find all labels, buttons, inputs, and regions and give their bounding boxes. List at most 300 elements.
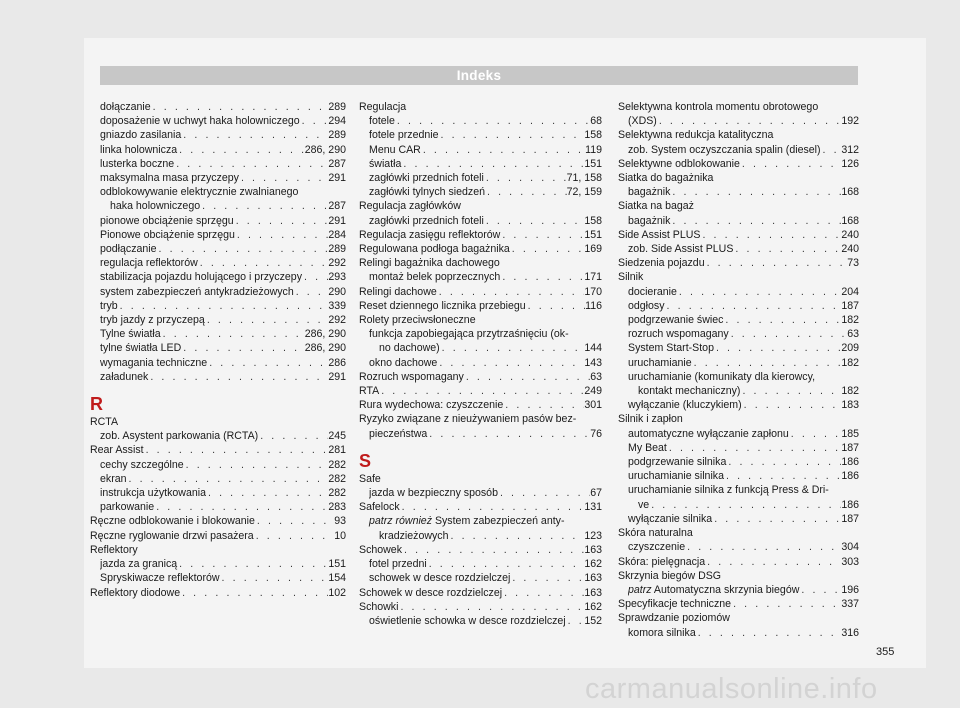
index-heading-text: uruchamianie (komunikaty dla kierowcy,: [628, 370, 816, 383]
index-entry-text: podłączanie: [100, 243, 157, 256]
index-entry: [618, 512, 859, 526]
index-page-ref: 151: [584, 228, 602, 241]
index-page-ref: 131: [584, 501, 602, 514]
index-entry-text: zagłówki tylnych siedzeń: [369, 186, 485, 199]
index-page-ref: 289: [328, 101, 346, 113]
index-page-ref: 286: [328, 356, 346, 369]
index-heading: [359, 199, 602, 213]
index-entry: [618, 597, 859, 611]
index-entry-text: Specyfikacje techniczne: [618, 598, 732, 611]
dot-leader: [151, 100, 329, 114]
index-page-ref: 158: [584, 214, 602, 227]
index-page-ref: 286, 290: [304, 143, 346, 156]
index-heading-text: Selektywna redukcja katalityczna: [618, 129, 774, 142]
index-entry-text: zagłówki przednich foteli: [369, 172, 484, 185]
index-page-ref: 282: [328, 487, 346, 500]
index-entry-text: zagłówki przednich foteli: [369, 214, 484, 227]
index-page-ref: 73: [847, 257, 859, 270]
index-page-ref: 102: [328, 586, 346, 599]
index-page-ref: 304: [841, 541, 859, 554]
dot-leader: [234, 214, 329, 228]
index-entry: [90, 157, 346, 171]
index-entry-text: czyszczenie: [628, 541, 686, 554]
index-page-ref: 286, 290: [304, 328, 346, 341]
index-entry-text: Reset dziennego licznika przebiegu: [359, 299, 526, 312]
index-page-ref: 284: [328, 228, 346, 241]
index-heading: [90, 185, 346, 199]
index-entry: [90, 529, 346, 543]
index-entry: [90, 313, 346, 327]
index-page-ref: 144: [584, 342, 602, 355]
index-title: Indeks: [456, 68, 502, 83]
dot-leader: [510, 242, 585, 256]
index-entry: [359, 529, 602, 543]
index-page-ref: 183: [841, 399, 859, 412]
dot-leader: [255, 514, 334, 528]
index-entry-text: Spryskiwacze reflektorów: [100, 572, 220, 585]
index-page-ref: 158: [584, 129, 602, 142]
index-entry-text: jazda w bezpieczny sposób: [369, 487, 498, 500]
index-entry-text: uruchamianie: [628, 356, 692, 369]
index-entry: [90, 370, 346, 384]
index-entry-text: Regulowana podłoga bagażnika: [359, 243, 510, 256]
index-page-ref: 186: [841, 456, 859, 469]
index-heading-text: Siatka na bagaż: [618, 200, 694, 213]
index-entry-text: Schowek w desce rozdzielczej: [359, 586, 503, 599]
dot-leader: [258, 429, 328, 443]
index-heading-text: Skrzynia biegów DSG: [618, 569, 722, 582]
dot-leader: [127, 472, 329, 486]
index-entry: [90, 285, 346, 299]
index-heading: [618, 526, 859, 540]
index-entry: [90, 341, 346, 355]
dot-leader: [220, 571, 329, 585]
index-heading-text: Safe: [359, 472, 381, 485]
index-entry-text: wymagania techniczne: [100, 356, 208, 369]
dot-leader: [670, 214, 841, 228]
index-entry: [90, 356, 346, 370]
index-entry: [359, 586, 602, 600]
index-entry: [618, 441, 859, 455]
index-page-ref: 292: [328, 257, 346, 270]
index-page-ref: 171: [584, 271, 602, 284]
index-page-ref: 204: [841, 285, 859, 298]
index-entry: [359, 500, 602, 514]
index-entry-text: zob. System oczyszczania spalin (diesel): [628, 143, 821, 156]
dot-leader: [437, 356, 584, 370]
index-entry-text: gniazdo zasilania: [100, 129, 182, 142]
dot-leader: [181, 128, 328, 142]
index-entry: [618, 455, 859, 469]
index-heading: [90, 415, 346, 429]
index-heading-text: Ryzyko związane z nieużywaniem pasów bez-: [359, 413, 577, 426]
index-entry: [618, 157, 859, 171]
index-entry: [90, 242, 346, 256]
dot-leader: [484, 171, 567, 185]
index-page-ref: 192: [841, 115, 859, 128]
dot-leader: [427, 557, 585, 571]
index-column-2: [359, 100, 602, 628]
index-entry: [618, 228, 859, 242]
dot-leader: [439, 128, 585, 142]
index-entry-text: My Beat: [628, 441, 667, 454]
index-entry-text: bagażnik: [628, 214, 671, 227]
index-entry: [618, 214, 859, 228]
index-entry-text: oświetlenie schowka w desce rozdzielczej: [369, 614, 566, 627]
index-entry-text: no dachowe): [379, 342, 440, 355]
index-entry-text: Reflektory diodowe: [90, 586, 181, 599]
dot-leader: [464, 370, 590, 384]
dot-leader: [740, 384, 841, 398]
dot-leader: [789, 427, 842, 441]
index-page-ref: 170: [584, 285, 602, 298]
index-heading: [618, 483, 859, 497]
dot-leader: [144, 443, 329, 457]
index-entry: [90, 114, 346, 128]
index-entry-text: schowek w desce rozdzielczej: [369, 572, 511, 585]
index-entry-text: Rozruch wspomagany: [359, 370, 464, 383]
index-entry: [359, 299, 602, 313]
index-entry-text: [628, 583, 799, 597]
index-entry-text: okno dachowe: [369, 356, 438, 369]
dot-leader: [670, 185, 841, 199]
index-entry-text: wyłączanie (kluczykiem): [628, 399, 742, 412]
index-entry-text: wyłączanie silnika: [628, 512, 713, 525]
index-entry: [90, 327, 346, 341]
index-entry: [618, 626, 859, 640]
index-entry: [359, 427, 602, 441]
dot-leader: [665, 299, 842, 313]
dot-leader: [821, 143, 842, 157]
index-page-ref: 63: [847, 328, 859, 341]
index-entry: [90, 557, 346, 571]
index-entry: [359, 571, 602, 585]
index-heading-text: RCTA: [90, 416, 119, 429]
index-entry-text: System Start-Stop: [628, 342, 714, 355]
index-entry: [618, 540, 859, 554]
dot-leader: [696, 626, 842, 640]
index-page-ref: 283: [328, 501, 346, 514]
dot-leader: [148, 370, 328, 384]
index-entry-text: Siedzenia pojazdu: [618, 257, 705, 270]
index-entry: [90, 500, 346, 514]
index-entry-text: Ręczne ryglowanie drzwi pasażera: [90, 529, 254, 542]
index-heading: [618, 569, 859, 583]
dot-leader: [500, 270, 584, 284]
index-entry-text: system zabezpieczeń antykradzieżowych: [100, 285, 294, 298]
index-entry: [359, 214, 602, 228]
index-page-ref: 291: [328, 214, 346, 227]
dot-leader: [526, 299, 585, 313]
index-page-ref: 163: [584, 543, 602, 556]
index-page-ref: 68: [590, 115, 602, 128]
index-heading: [359, 472, 602, 486]
dot-leader: [437, 285, 585, 299]
index-entry: [90, 143, 346, 157]
index-page-ref: 286, 290: [304, 342, 346, 355]
dot-leader: [402, 543, 584, 557]
dot-leader: [705, 555, 841, 569]
index-entry-text: parkowanie: [100, 501, 155, 514]
index-page-ref: 119: [585, 143, 602, 156]
dot-leader: [235, 228, 328, 242]
index-page-ref: 289: [328, 129, 346, 142]
index-entry-text: RTA: [359, 385, 380, 398]
dot-leader: [200, 199, 328, 213]
index-entry-text: Schowek: [359, 543, 402, 556]
index-page-ref: 67: [590, 487, 602, 500]
index-entry-text: komora silnika: [628, 626, 696, 639]
dot-leader: [677, 285, 841, 299]
dot-leader: [398, 600, 584, 614]
index-page-ref: 281: [328, 444, 346, 457]
index-heading-text: Silnik: [618, 271, 644, 284]
index-page-ref: 240: [841, 228, 859, 241]
dot-leader: [740, 157, 841, 171]
index-heading-text: Regulacja zagłówków: [359, 200, 461, 213]
index-entry-text: Rura wydechowa: czyszczenie: [359, 399, 504, 412]
index-entry: [618, 427, 859, 441]
index-page-ref: 287: [328, 200, 346, 213]
index-entry-text: linka holownicza: [100, 143, 178, 156]
index-entry-text: fotele przednie: [369, 129, 439, 142]
index-entry-text: regulacja reflektorów: [100, 257, 198, 270]
index-heading-text: Silnik i zapłon: [618, 413, 683, 426]
dot-leader: [181, 341, 304, 355]
index-entry-text: kradzieżowych: [379, 529, 449, 542]
index-heading-text: uruchamianie silnika z funkcją Press & Dri-: [628, 484, 829, 497]
index-heading: [618, 611, 859, 625]
index-entry-text: fotel przedni: [369, 558, 427, 571]
dot-leader: [161, 327, 305, 341]
index-entry-text: Relingi dachowe: [359, 285, 437, 298]
dot-leader: [733, 242, 841, 256]
dot-leader: [726, 455, 841, 469]
index-heading-text: Selektywna kontrola momentu obrotowego: [618, 101, 819, 113]
index-entry: [618, 143, 859, 157]
index-entry-text: bagażnik: [628, 186, 671, 199]
index-entry-text: tylne światła LED: [100, 342, 182, 355]
index-heading-text: Sprawdzanie poziomów: [618, 612, 730, 625]
index-entry-text: Pionowe obciążenie sprzęgu: [100, 228, 235, 241]
index-heading-text: Siatka do bagażnika: [618, 172, 714, 185]
index-page-ref: 196: [841, 583, 859, 596]
dot-leader: [118, 299, 329, 313]
index-page-ref: 93: [334, 515, 346, 528]
index-page-ref: 162: [584, 558, 602, 571]
index-page-ref: 143: [584, 356, 602, 369]
index-entry: [618, 185, 859, 199]
index-page-ref: 168: [841, 186, 859, 199]
index-entry-text: Skóra: pielęgnacja: [618, 555, 706, 568]
index-entry: [359, 614, 602, 628]
watermark: carmanualsonline.info: [585, 673, 878, 705]
index-page-ref: 154: [328, 572, 346, 585]
index-entry: [359, 557, 602, 571]
dot-leader: [239, 171, 328, 185]
index-entry: [90, 199, 346, 213]
index-page-ref: 187: [841, 299, 859, 312]
dot-leader: [254, 529, 335, 543]
index-heading: [618, 199, 859, 213]
index-page-ref: 168: [841, 214, 859, 227]
dot-leader: [157, 242, 329, 256]
index-entry-text: fotele: [369, 115, 395, 128]
index-entry: [618, 242, 859, 256]
dot-leader: [206, 486, 328, 500]
index-section-letter: S: [359, 450, 372, 471]
index-heading: [618, 270, 859, 284]
index-entry: [90, 472, 346, 486]
index-entry-text: cechy szczególne: [100, 458, 184, 471]
index-page-ref: 116: [585, 299, 602, 312]
index-heading-text: Rolety przeciwsłoneczne: [359, 314, 476, 327]
index-entry-text: stabilizacja pojazdu holującego i przyczepy: [100, 271, 302, 284]
index-entry: [359, 185, 602, 199]
index-entry: [359, 171, 602, 185]
index-page-ref: 76: [590, 427, 602, 440]
index-entry: [359, 398, 602, 412]
index-entry: [90, 514, 346, 528]
dot-leader: [180, 586, 328, 600]
index-entry-text: doposażenie w uchwyt haka holowniczego: [100, 115, 300, 128]
index-entry-text: maksymalna masa przyczepy: [100, 172, 239, 185]
dot-leader: [302, 270, 328, 284]
index-entry-text: lusterka boczne: [100, 157, 175, 170]
index-page-ref: 163: [584, 572, 602, 585]
index-entry-text: dołączanie: [100, 101, 151, 113]
index-entry-text: odgłosy: [628, 299, 665, 312]
index-heading-text: Reflektory: [90, 543, 138, 556]
index-entry: [90, 586, 346, 600]
index-entry-text: Schowki: [359, 600, 399, 613]
index-entry: [90, 100, 346, 114]
index-page-ref: 249: [584, 385, 602, 398]
index-page-ref: 187: [841, 512, 859, 525]
index-entry-text: Rear Assist: [90, 444, 144, 457]
index-entry: [618, 313, 859, 327]
index-page-ref: 182: [841, 356, 859, 369]
index-entry-text: uruchamianie silnika: [628, 470, 724, 483]
dot-leader: [500, 228, 584, 242]
index-entry: [359, 486, 602, 500]
dot-leader: [503, 398, 584, 412]
index-entry-text: pionowe obciążenie sprzęgu: [100, 214, 234, 227]
index-column-3: [618, 100, 859, 640]
index-heading: [618, 412, 859, 426]
index-heading: [618, 100, 859, 114]
index-page-ref: 282: [328, 458, 346, 471]
dot-leader: [174, 157, 328, 171]
dot-leader: [566, 614, 585, 628]
index-entry: [618, 498, 859, 512]
dot-leader: [705, 256, 848, 270]
index-header-bar: [100, 66, 858, 85]
index-entry: [359, 128, 602, 142]
dot-leader: [799, 583, 841, 597]
index-page-ref: 185: [841, 427, 859, 440]
index-page-ref: 291: [328, 370, 346, 383]
dot-leader: [448, 529, 584, 543]
index-entry: [359, 228, 602, 242]
index-entry-text: docieranie: [628, 285, 677, 298]
index-entry-text: tryb: [100, 299, 118, 312]
index-entry: [618, 583, 859, 597]
index-heading: [359, 412, 602, 426]
index-page-ref: 290: [328, 285, 346, 298]
index-heading: [618, 128, 859, 142]
index-entry: [359, 600, 602, 614]
index-entry-text: (XDS): [628, 115, 657, 128]
index-page-ref: 169: [584, 243, 602, 256]
index-heading-text: Relingi bagażnika dachowego: [359, 257, 500, 270]
dot-leader: [184, 458, 329, 472]
index-entry: [359, 543, 602, 557]
index-heading: [359, 327, 602, 341]
index-entry-text: zob. Side Assist PLUS: [628, 243, 734, 256]
dot-leader: [379, 384, 584, 398]
index-heading: [618, 370, 859, 384]
see-also-label: patrz również: [369, 515, 432, 528]
index-entry: [618, 327, 859, 341]
index-entry-text: Ręczne odblokowanie i blokowanie: [90, 515, 255, 528]
dot-leader: [300, 114, 329, 128]
index-heading: [359, 100, 602, 114]
index-page-ref: 182: [841, 314, 859, 327]
dot-leader: [177, 143, 305, 157]
index-entry-text: haka holowniczego: [110, 200, 201, 213]
index-entry-text: Selektywne odblokowanie: [618, 157, 740, 170]
index-page-ref: 293: [328, 271, 346, 284]
dot-leader: [400, 500, 585, 514]
index-entry-text: podgrzewanie świec: [628, 314, 724, 327]
index-entry: [618, 555, 859, 569]
dot-leader: [729, 327, 848, 341]
dot-leader: [700, 228, 841, 242]
index-entry-text: rozruch wspomagany: [628, 328, 729, 341]
index-entry: [90, 571, 346, 585]
index-entry-text: załadunek: [100, 370, 149, 383]
index-entry: [618, 398, 859, 412]
index-page-ref: 287: [328, 157, 346, 170]
index-entry: [618, 285, 859, 299]
index-entry-text: Menu CAR: [369, 143, 421, 156]
index-entry: [618, 469, 859, 483]
index-entry-text: Regulacja zasięgu reflektorów: [359, 228, 501, 241]
dot-leader: [177, 557, 328, 571]
index-heading-text: funkcja zapobiegająca przytrzaśnięciu (ok-: [369, 328, 569, 341]
index-entry-text: światła: [369, 157, 402, 170]
index-entry: [90, 214, 346, 228]
index-page-ref: 289: [328, 243, 346, 256]
dot-leader: [667, 441, 841, 455]
dot-leader: [154, 500, 328, 514]
index-page-ref: 123: [584, 529, 602, 542]
page-number: 355: [876, 646, 895, 658]
index-entry: [618, 341, 859, 355]
index-entry: [359, 370, 602, 384]
dot-leader: [294, 285, 329, 299]
index-page-ref: 282: [328, 472, 346, 485]
index-entry: [618, 384, 859, 398]
dot-leader: [510, 571, 584, 585]
index-page-ref: 162: [584, 600, 602, 613]
index-entry: [90, 443, 346, 457]
index-heading-text: System zabezpieczeń anty-: [432, 515, 565, 528]
dot-leader: [731, 597, 841, 611]
dot-leader: [742, 398, 842, 412]
index-heading: [359, 256, 602, 270]
